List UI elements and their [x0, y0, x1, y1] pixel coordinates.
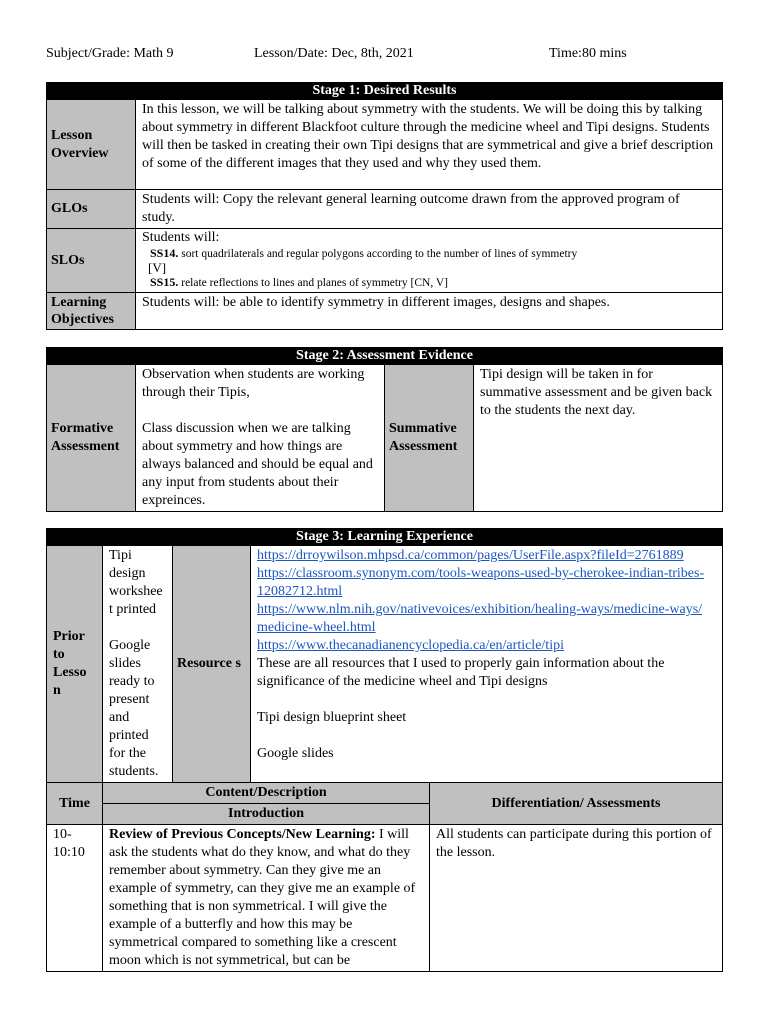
glos-text: Students will: Copy the relevant general learning outcome drawn from the approved program of study.	[136, 190, 723, 229]
stage2-table	[46, 347, 723, 512]
col-time-header: Time	[47, 783, 103, 825]
stage3-title: Stage 3: Learning Experience	[47, 529, 723, 546]
formative-label: Formative Assessment	[47, 365, 136, 512]
prior-to-lesson-label: Prior to Lesso n	[47, 546, 103, 783]
resource-link[interactable]: https://www.thecanadianencyclopedia.ca/en/article/tipi	[257, 638, 564, 653]
resource-link[interactable]: https://www.nlm.nih.gov/nativevoices/exhibition/healing-ways/medicine-ways/medicine-wheel.html	[257, 602, 703, 635]
slo-code: SS14.	[150, 246, 179, 260]
resources-note: These are all resources that I used to properly gain information about the significance of the medicine wheel and Tipi designs	[257, 656, 665, 689]
review-text: I will ask the students what do they know, and what do they remember about symmetry. Can they give me an example of symmetry, can they give me an example of something that is non symmetrical. I will give the example of a butterfly and how this may be symmetrical compared to something like a crescent moon which is not symmetrical, but can be	[109, 827, 416, 968]
slo-tag: [V]	[148, 260, 167, 275]
stage2-title: Stage 2: Assessment Evidence	[47, 348, 723, 365]
lesson-overview-label: Lesson Overview	[47, 100, 136, 190]
formative-discussion: Class discussion when we are talking about symmetry and how things are always balanced and should be equal and any input from students about their expreinces.	[142, 421, 373, 508]
slos-intro: Students will:	[142, 230, 220, 245]
formative-text	[136, 365, 385, 512]
slo-item	[142, 246, 716, 261]
slos-label: SLOs	[47, 229, 136, 293]
stage1-table	[46, 82, 723, 330]
slo-item	[142, 275, 716, 290]
review-title: Review of Previous Concepts/New Learning:	[109, 827, 376, 842]
learning-objectives-label: Learning Objectives	[47, 293, 136, 330]
formative-observation: Observation when students are working through their Tipis,	[142, 367, 365, 400]
stage1-title: Stage 1: Desired Results	[47, 83, 723, 100]
summative-text: Tipi design will be taken in for summative assessment and be given back to the students the next day.	[474, 365, 723, 512]
resource-link[interactable]: https://drroywilson.mhpsd.ca/common/pages/UserFile.aspx?fileId=2761889	[257, 548, 684, 563]
slo-text: relate reflections to lines and planes of symmetry [CN, V]	[181, 277, 449, 289]
col-content-header: Content/Description	[103, 783, 430, 804]
subject-grade: Subject/Grade: Math 9	[46, 46, 174, 61]
lesson-header	[46, 46, 726, 66]
prior-to-lesson-text	[103, 546, 173, 783]
lesson-overview-text: In this lesson, we will be talking about symmetry with the students. We will be doing this by talking about symmetry in different Blackfoot culture through the medicine wheel and Tipi designs. Students will then be tasked in creating their own Tipi designs that are symmetrical and give a brief description of some of the different images that they used and why they used them.	[136, 100, 723, 190]
learning-objectives-text: Students will: be able to identify symmetry in different images, designs and shapes.	[136, 293, 723, 330]
summative-label: Summative Assessment	[385, 365, 474, 512]
resource-link[interactable]: https://classroom.synonym.com/tools-weapons-used-by-cherokee-indian-tribes-12082712.html	[257, 566, 705, 599]
slo-text: sort quadrilaterals and regular polygons according to the number of lines of symmetry	[181, 248, 578, 260]
prior-item-worksheet: Tipi design workshee t printed	[109, 548, 163, 617]
slos-cell	[136, 229, 723, 293]
row-differentiation: All students can participate during this portion of the lesson.	[430, 825, 723, 972]
row-time: 10-10:10	[47, 825, 103, 972]
prior-item-slides: Google slides ready to present and printed for the students.	[109, 638, 159, 779]
resource-item-blueprint: Tipi design blueprint sheet	[257, 710, 407, 725]
resources-label: Resource s	[173, 546, 251, 783]
stage3-table	[46, 528, 723, 972]
lesson-time: Time:80 mins	[549, 46, 627, 61]
glos-label: GLOs	[47, 190, 136, 229]
resource-item-slides: Google slides	[257, 746, 334, 761]
col-diff-header: Differentiation/ Assessments	[430, 783, 723, 825]
resources-cell	[251, 546, 723, 783]
introduction-label: Introduction	[103, 804, 430, 825]
row-content	[103, 825, 430, 972]
slo-code: SS15.	[150, 275, 179, 289]
lesson-date: Lesson/Date: Dec, 8th, 2021	[254, 46, 414, 61]
